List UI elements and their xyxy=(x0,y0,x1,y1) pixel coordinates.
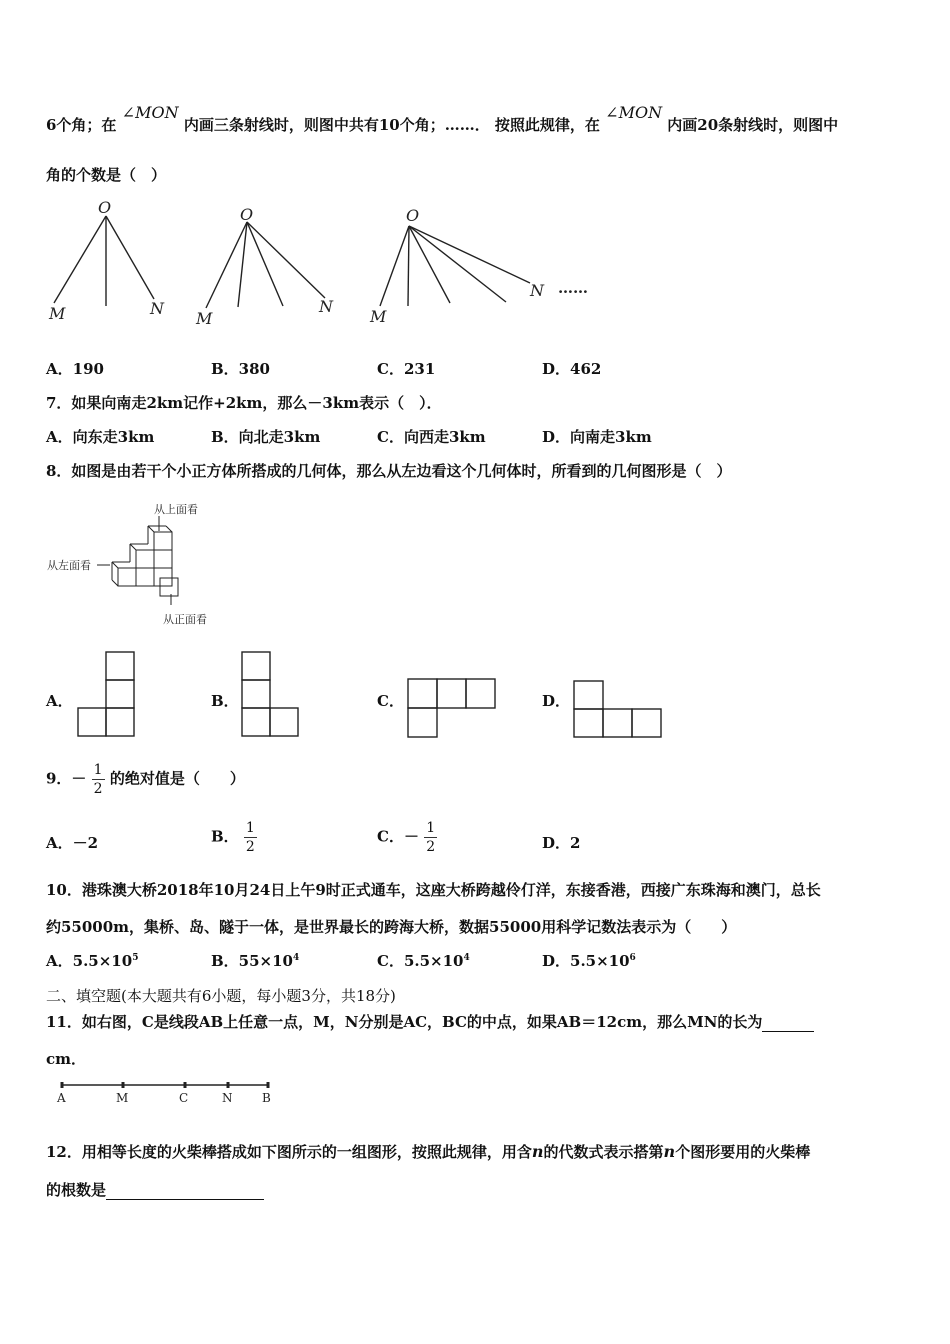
q12-text-c: 个图形要用的火柴棒 xyxy=(675,1143,811,1161)
q12-text-b: 的代数式表示搭第 xyxy=(543,1143,664,1161)
q8-option-a[interactable]: A． xyxy=(46,692,73,710)
q9-prefix: 9．－ xyxy=(46,769,87,788)
section-heading-fill-blank: 二、填空题(本大题共有6小题，每小题3分，共18分) xyxy=(46,987,396,1005)
q6-line1 xyxy=(46,103,839,135)
q11-segment-figure xyxy=(54,1077,284,1107)
point-m-3: M xyxy=(370,307,387,326)
q11-line1 xyxy=(46,1011,814,1032)
angle-mon-2: ∠MON xyxy=(605,103,663,122)
point-o-2: O xyxy=(240,205,254,224)
var-n-1: n xyxy=(531,1142,544,1161)
point-n-3: N xyxy=(530,281,544,300)
q10-a-base: A．5.5×10 xyxy=(46,952,133,970)
q10-line2: 约55000m，集桥、岛、隧于一体，是世界最长的跨海大桥，数据55000用科学记数法表示为（ ） xyxy=(46,918,737,936)
q8-option-b-shape[interactable] xyxy=(239,651,303,741)
q9-option-c-num: 1 xyxy=(426,820,436,836)
q9-option-b-fraction xyxy=(244,819,257,856)
q6-text-a: 6个角；在 xyxy=(46,116,117,134)
q9-num: 1 xyxy=(93,762,103,778)
q9-option-c-fraction xyxy=(424,819,437,856)
q9-option-b[interactable] xyxy=(211,819,257,856)
q9-option-c-letter: C．－ xyxy=(377,827,419,846)
q10-line1: 10．港珠澳大桥2018年10月24日上午9时正式通车，这座大桥跨越伶仃洋，东接香港，西接广东珠海和澳门，总长 xyxy=(46,881,821,899)
q10-b-exp: 4 xyxy=(293,953,300,963)
q10-a-exp: 5 xyxy=(132,953,139,963)
q8-option-d-shape[interactable] xyxy=(571,679,665,741)
q9-option-b-num: 1 xyxy=(245,820,255,836)
ellipsis: …… xyxy=(558,279,588,297)
q9-option-d[interactable]: D．2 xyxy=(542,834,581,852)
point-n: N xyxy=(222,1091,233,1105)
q10-option-d[interactable] xyxy=(542,950,636,971)
q6-option-c[interactable]: C．231 xyxy=(377,360,436,378)
q8-cube-figure xyxy=(44,497,234,632)
q9-fraction xyxy=(92,761,105,798)
q10-option-c[interactable] xyxy=(377,950,470,971)
q8-option-b[interactable]: B． xyxy=(211,692,239,710)
q12-text-a: 12．用相等长度的火柴棒搭成如下图所示的一组图形，按照此规律，用含 xyxy=(46,1143,532,1161)
q7-option-d[interactable]: D．向南走3km xyxy=(542,428,652,446)
q9-option-a[interactable]: A．－2 xyxy=(46,834,99,852)
q8-option-c-shape[interactable] xyxy=(405,677,499,741)
q6-line2: 角的个数是（ ） xyxy=(46,166,167,184)
q7-stem: 7．如果向南走2km记作+2km，那么－3km表示（ ）． xyxy=(46,394,442,412)
q9-den: 2 xyxy=(93,781,103,797)
q9-stem xyxy=(46,761,245,798)
var-n-2: n xyxy=(663,1142,676,1161)
q8-stem: 8．如图是由若干个小正方体所搭成的几何体，那么从左边看这个几何体时，所看到的几何图形是（ ） xyxy=(46,462,732,480)
q9-option-c[interactable] xyxy=(377,819,437,856)
label-view-left: 从左面看 xyxy=(47,559,91,572)
q6-option-b[interactable]: B．380 xyxy=(211,360,270,378)
q6-option-d[interactable]: D．462 xyxy=(542,360,602,378)
q10-b-base: B．55×10 xyxy=(211,952,293,970)
q6-angle-figure xyxy=(40,196,620,331)
q9-option-b-den: 2 xyxy=(245,839,255,855)
q10-c-exp: 4 xyxy=(463,953,470,963)
angle-mon-1: ∠MON xyxy=(121,103,179,122)
q7-option-c[interactable]: C．向西走3km xyxy=(377,428,486,446)
point-o-1: O xyxy=(98,198,112,217)
q10-d-base: D．5.5×10 xyxy=(542,952,630,970)
q8-option-c[interactable]: C． xyxy=(377,692,404,710)
point-o-3: O xyxy=(406,206,420,225)
q12-answer-blank[interactable] xyxy=(106,1181,264,1200)
q10-d-exp: 6 xyxy=(629,953,636,963)
q7-option-b[interactable]: B．向北走3km xyxy=(211,428,321,446)
point-m: M xyxy=(116,1091,129,1105)
q10-option-b[interactable] xyxy=(211,950,299,971)
q12-text-line2: 的根数是 xyxy=(46,1181,107,1199)
point-b: B xyxy=(262,1091,271,1105)
q11-text: 11．如右图，C是线段AB上任意一点，M，N分别是AC，BC的中点，如果AB＝12cm，那么MN的长为 xyxy=(46,1013,763,1031)
point-n-1: N xyxy=(150,299,164,318)
q9-option-c-den: 2 xyxy=(426,839,436,855)
point-m-2: M xyxy=(196,309,213,328)
q8-option-d[interactable]: D． xyxy=(542,692,571,710)
point-a: A xyxy=(57,1091,66,1105)
point-c: C xyxy=(179,1091,189,1105)
q9-option-b-letter: B． xyxy=(211,827,239,846)
point-m-1: M xyxy=(49,304,66,323)
q9-suffix: 的绝对值是（ ） xyxy=(109,769,245,788)
q7-option-a[interactable]: A．向东走3km xyxy=(46,428,155,446)
q12-line2 xyxy=(46,1179,264,1200)
q11-answer-blank[interactable] xyxy=(762,1013,814,1032)
q6-text-b: 内画三条射线时，则图中共有10个角；……． 按照此规律，在 xyxy=(183,116,600,134)
q6-option-a[interactable]: A．190 xyxy=(46,360,104,378)
q10-c-base: C．5.5×10 xyxy=(377,952,464,970)
label-view-top: 从上面看 xyxy=(154,503,198,516)
q6-text-c: 内画20条射线时，则图中 xyxy=(667,116,839,134)
q10-option-a[interactable] xyxy=(46,950,138,971)
point-n-2: N xyxy=(319,297,333,316)
q8-option-a-shape[interactable] xyxy=(75,651,137,741)
q12-line1 xyxy=(46,1141,810,1162)
q11-unit: cm． xyxy=(46,1050,87,1068)
label-view-front: 从正面看 xyxy=(163,613,207,626)
